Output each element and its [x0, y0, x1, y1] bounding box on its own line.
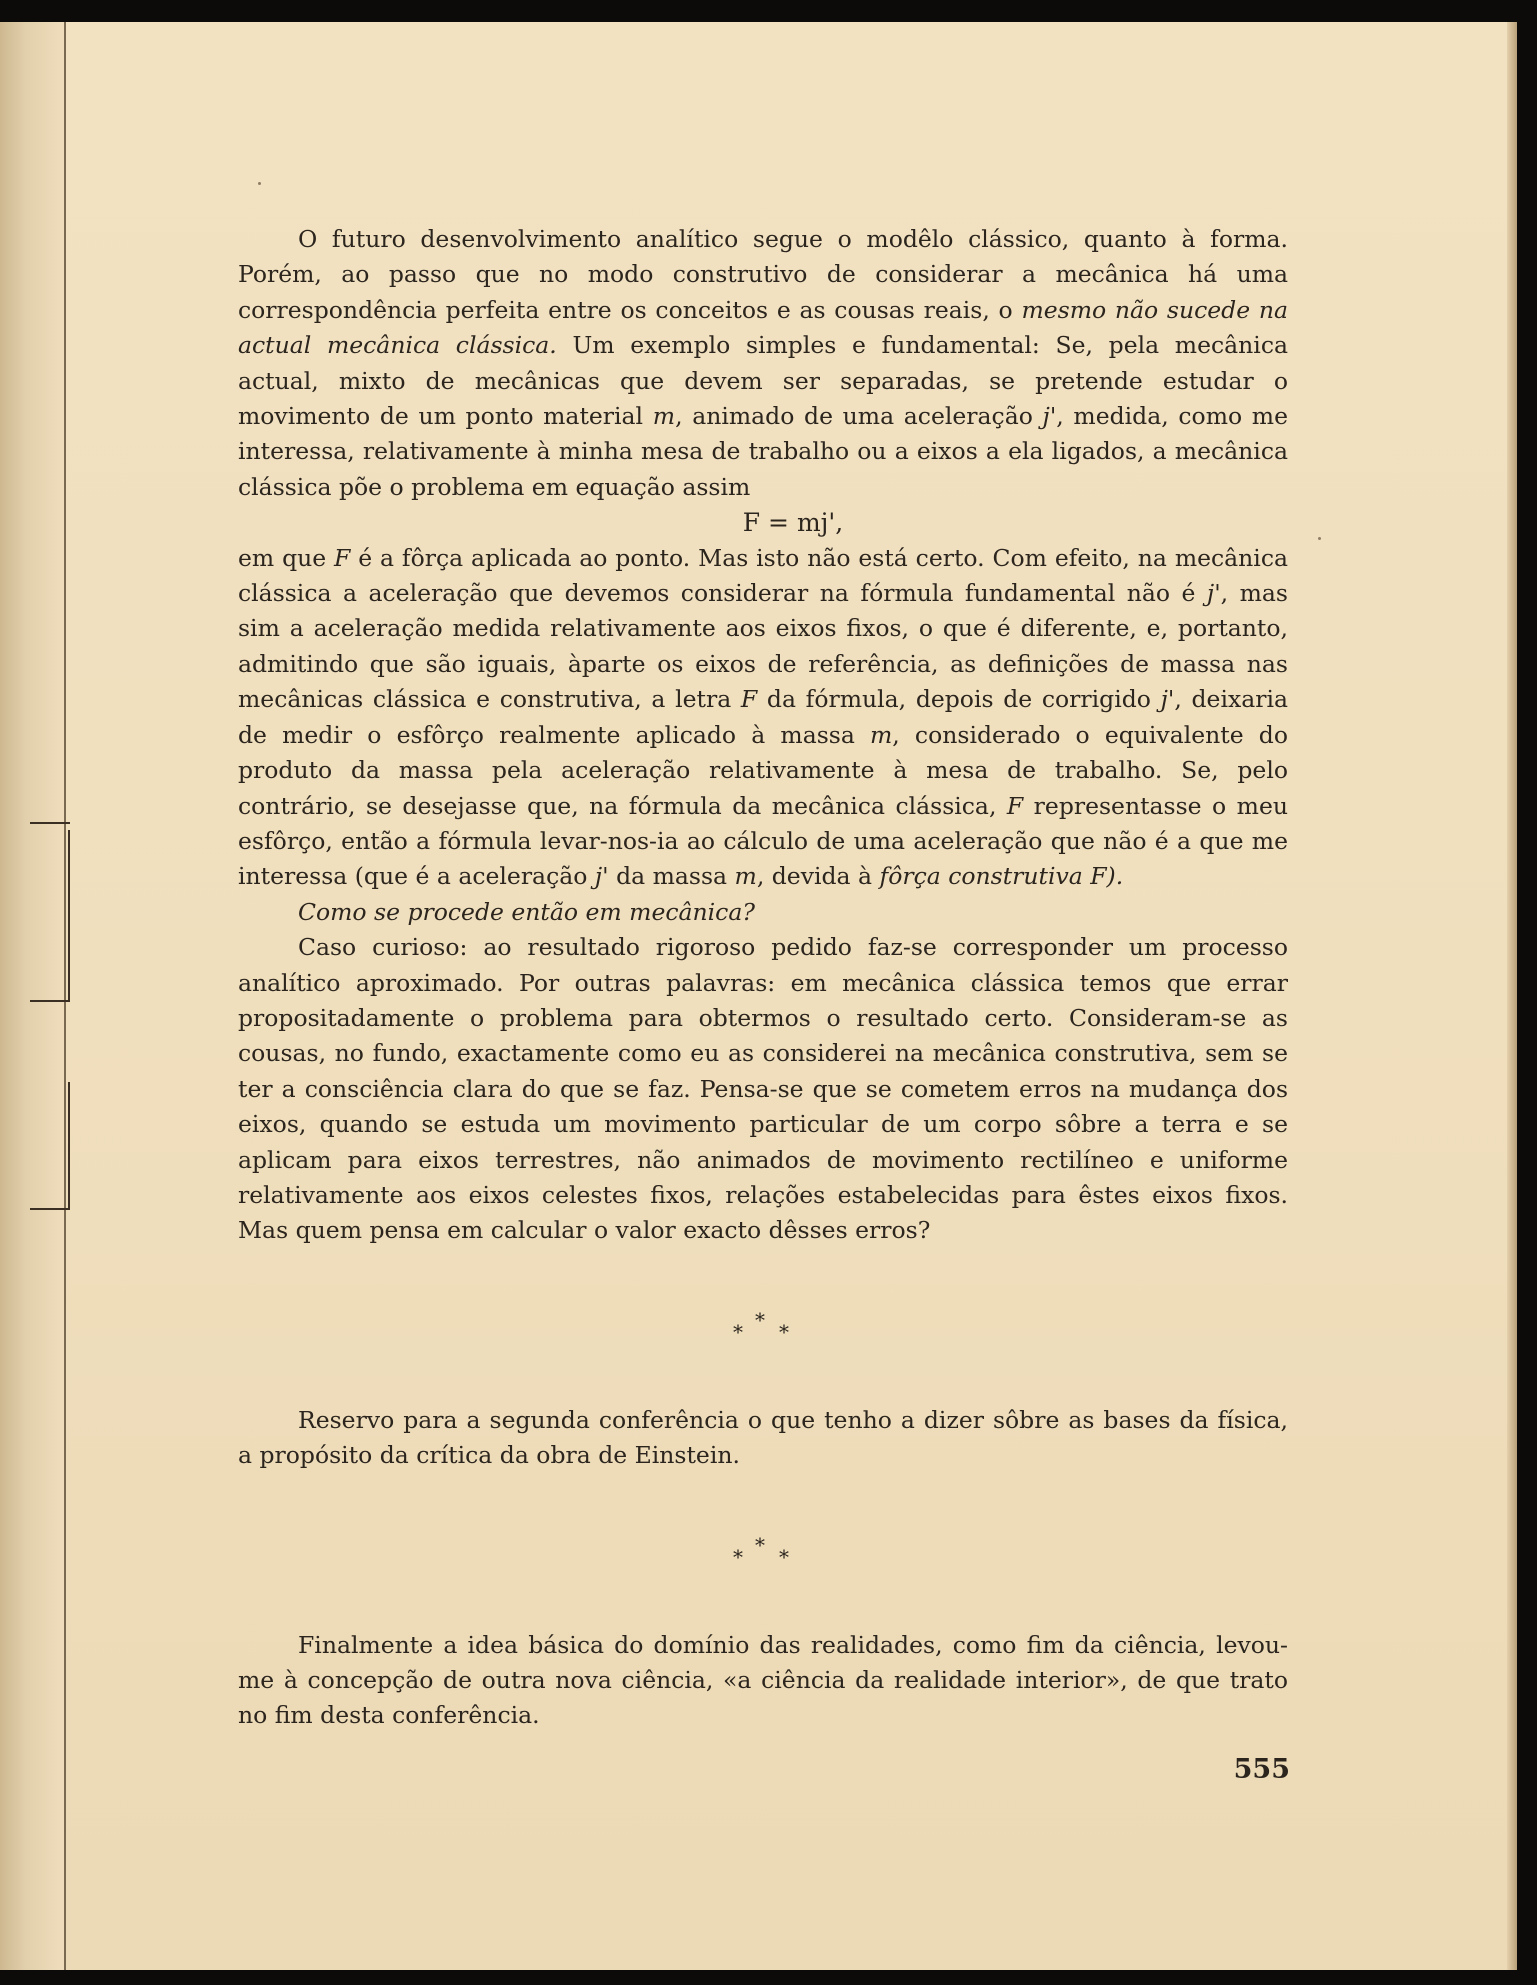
margin-mark [30, 822, 70, 824]
asterisk: * [779, 1319, 789, 1344]
paper-speck [258, 182, 261, 185]
asterisk: * [733, 1319, 743, 1344]
section-question: Como se procede então em mecânica? [298, 897, 755, 926]
margin-mark [68, 830, 70, 1000]
asterisk: * [779, 1544, 789, 1569]
asterisk: * [755, 1532, 765, 1557]
paragraph-4: Reservo para a segunda conferência o que tenho a dizer sôbre as bases da física, a propósito da crítica da obra de Einstein. [238, 1405, 1288, 1470]
separator-asterism [723, 1528, 803, 1568]
paragraph-3: Caso curioso: ao resultado rigoroso pedido faz-se corresponder um processo analítico aproximado. Por outras palavras: em mecânica clássica temos que errar propositadamente o problema para obtermos o resultado certo. Consideram-se as cousas, no fundo, exactamente como eu as considerei na mecânica construtiva, sem se ter a consciência clara do que se faz. Pensa-se que se cometem erros na mudança dos eixos, quando se estuda um movimento particular de um corpo sôbre a terra e se aplicam para eixos terrestres, não animados de movimento rectilíneo e uniforme relativamente aos eixos celestes fixos, relações estabelecidas para êstes eixos fixos. Mas quem pensa em calcular o valor exacto dêsses erros? [238, 933, 1288, 1245]
asterisk: * [755, 1307, 765, 1332]
asterisk: * [733, 1544, 743, 1569]
equation: F = mj', [742, 508, 844, 538]
paragraph-5: Finalmente a idea básica do domínio das realidades, como fim da ciência, levou-me à concepção de outra nova ciência, «a ciência da realidade interior», de que trato no fim desta conferência. [238, 1630, 1288, 1730]
paragraph-2: em que F é a fôrça aplicada ao ponto. Mas isto não está certo. Com efeito, na mecânica clássica a aceleração que devemos considerar na fórmula fundamental não é j', mas sim a aceleração medida relativamente aos eixos fixos, o que é diferente, e, portanto, admitindo que são iguais, àparte os eixos de referência, as definições de massa nas mecânicas clássica e construtiva, a letra F da fórmula, depois de corrigido j', deixaria de medir o esfôrço realmente aplicado à massa m, considerado o equivalente do produto da massa pela aceleração relativamente à mesa de trabalho. Se, pelo contrário, se desejasse que, na fórmula da mecânica clássica, F representasse o meu esfôrço, então a fórmula levar-nos-ia ao cálculo de uma aceleração que não é a que me interessa (que é a aceleração j' da massa m, devida à fôrça construtiva F). [238, 543, 1288, 891]
margin-mark [30, 1208, 70, 1210]
book-spine [0, 22, 66, 1970]
margin-mark [68, 1082, 70, 1208]
separator-asterism [723, 1303, 803, 1343]
page-number: 555 [1233, 1754, 1290, 1785]
body-text [238, 222, 1288, 1734]
paragraph-1: O futuro desenvolvimento analítico segue o modêlo clássico, quanto à forma. Porém, ao passo que no modo construtivo de considerar a mecânica há uma correspondência perfeita entre os conceitos e as cousas reais, o mesmo não sucede na actual mecânica clássica. Um exemplo simples e fundamental: Se, pela mecânica actual, mixto de mecânicas que devem ser separadas, se pretende estudar o movimento de um ponto material m, animado de uma aceleração j', medida, como me interessa, relativamente à minha mesa de trabalho ou a eixos a ela ligados, a mecânica clássica põe o problema em equação assim [238, 225, 1288, 501]
book-page [0, 22, 1517, 1970]
paper-speck [1318, 537, 1321, 540]
page-edge [1507, 22, 1517, 1970]
margin-mark [30, 1000, 70, 1002]
